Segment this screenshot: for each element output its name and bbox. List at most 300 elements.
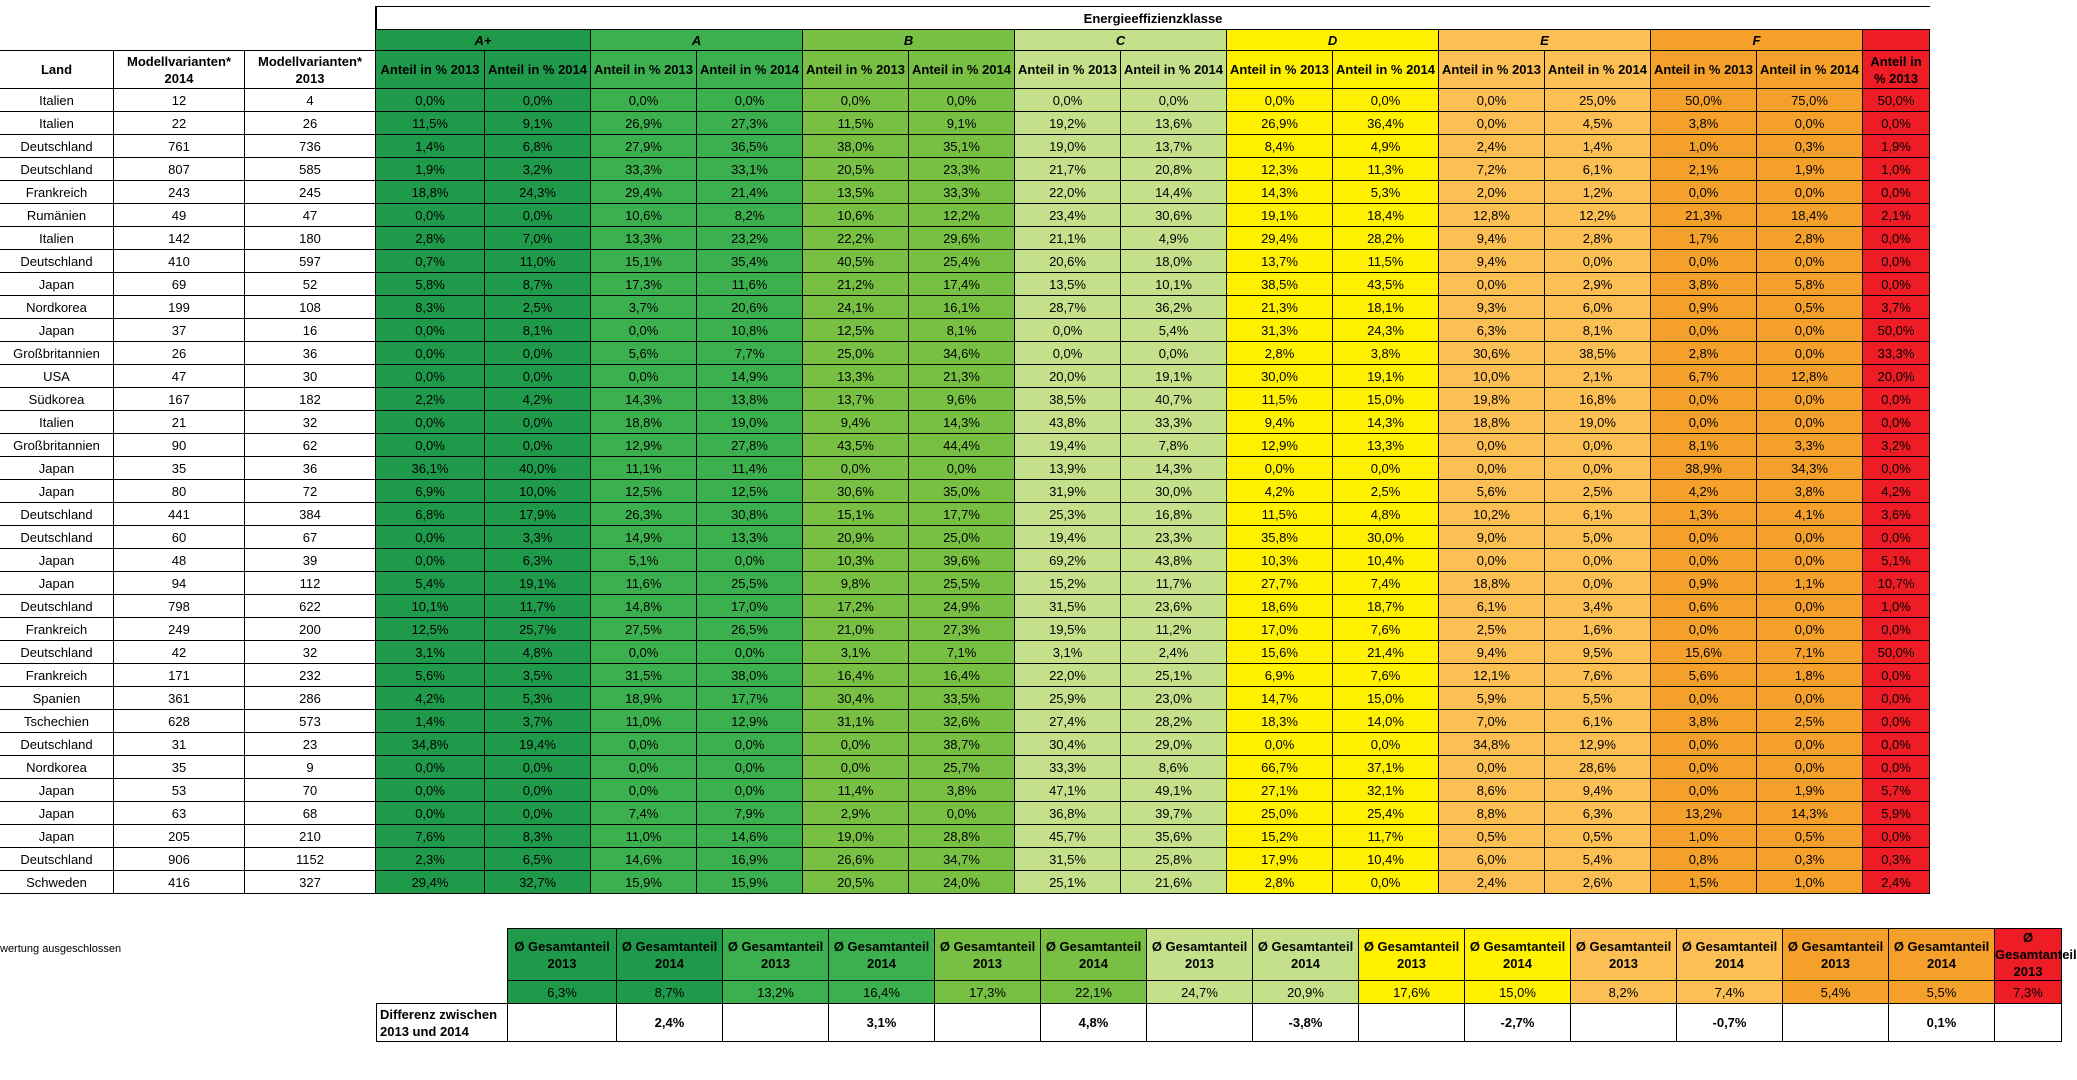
g-2013-cell: 0,0%: [1863, 526, 1930, 549]
d-2013-cell: 14,7%: [1227, 687, 1333, 710]
e-2014-cell: 7,6%: [1545, 664, 1651, 687]
e-2013-cell: 0,0%: [1439, 434, 1545, 457]
mv2013-cell: 36: [245, 457, 376, 480]
e-2014-cell: 19,0%: [1545, 411, 1651, 434]
g-2013-cell: 0,0%: [1863, 825, 1930, 848]
b-2013-cell: 31,1%: [803, 710, 909, 733]
d-2014-cell: 10,4%: [1333, 848, 1439, 871]
table-row: [0, 756, 1930, 779]
c-2014-cell: 43,8%: [1121, 549, 1227, 572]
c-2013-cell: 15,2%: [1015, 572, 1121, 595]
f-2014-cell: 0,0%: [1757, 112, 1863, 135]
ap-2013-cell: 3,1%: [376, 641, 485, 664]
g-2013-cell: 0,0%: [1863, 411, 1930, 434]
mv2013-cell: 736: [245, 135, 376, 158]
e-2014-cell: 6,3%: [1545, 802, 1651, 825]
a-2013-cell: 29,4%: [591, 181, 697, 204]
b-2014-cell: 33,3%: [909, 181, 1015, 204]
col-header-mv2013: Modellvarianten* 2013: [245, 51, 376, 89]
e-2014-cell: 9,5%: [1545, 641, 1651, 664]
diff-value: [1359, 1004, 1465, 1042]
b-2014-cell: 16,1%: [909, 296, 1015, 319]
d-2013-cell: 26,9%: [1227, 112, 1333, 135]
ap-2013-cell: 5,6%: [376, 664, 485, 687]
c-2013-cell: 0,0%: [1015, 342, 1121, 365]
e-2014-cell: 2,1%: [1545, 365, 1651, 388]
d-2014-cell: 37,1%: [1333, 756, 1439, 779]
mv2013-cell: 16: [245, 319, 376, 342]
g-2013-cell: 0,3%: [1863, 848, 1930, 871]
col-header-a-2013: Anteil in % 2013: [591, 51, 697, 89]
d-2013-cell: 2,8%: [1227, 871, 1333, 894]
b-2013-cell: 0,0%: [803, 457, 909, 480]
c-2013-cell: 36,8%: [1015, 802, 1121, 825]
b-2013-cell: 43,5%: [803, 434, 909, 457]
table-row: [0, 687, 1930, 710]
b-2013-cell: 20,5%: [803, 158, 909, 181]
g-2013-cell: 20,0%: [1863, 365, 1930, 388]
e-2014-cell: 1,6%: [1545, 618, 1651, 641]
ap-2013-cell: 8,3%: [376, 296, 485, 319]
col-header-c-2013: Anteil in % 2013: [1015, 51, 1121, 89]
d-2013-cell: 0,0%: [1227, 89, 1333, 112]
c-2014-cell: 16,8%: [1121, 503, 1227, 526]
f-2013-cell: 3,8%: [1651, 112, 1757, 135]
c-2013-cell: 20,6%: [1015, 250, 1121, 273]
class-e-header: E: [1439, 30, 1651, 51]
land-cell: Deutschland: [0, 135, 114, 158]
col-header-a-2014: Anteil in % 2014: [697, 51, 803, 89]
a-2013-cell: 12,9%: [591, 434, 697, 457]
d-2013-cell: 9,4%: [1227, 411, 1333, 434]
mv2013-cell: 108: [245, 296, 376, 319]
b-2014-cell: 24,9%: [909, 595, 1015, 618]
c-2014-cell: 14,3%: [1121, 457, 1227, 480]
b-2014-cell: 25,4%: [909, 250, 1015, 273]
f-2013-cell: 0,0%: [1651, 181, 1757, 204]
ap-2013-cell: 0,0%: [376, 342, 485, 365]
land-cell: Deutschland: [0, 503, 114, 526]
d-2014-cell: 30,0%: [1333, 526, 1439, 549]
mv2014-cell: 47: [114, 365, 245, 388]
a-2014-cell: 12,9%: [697, 710, 803, 733]
d-2014-cell: 11,3%: [1333, 158, 1439, 181]
e-2013-cell: 2,4%: [1439, 871, 1545, 894]
land-cell: Südkorea: [0, 388, 114, 411]
class-d-header: D: [1227, 30, 1439, 51]
b-2014-cell: 9,6%: [909, 388, 1015, 411]
summary-header: Ø Gesamtanteil 2013: [723, 929, 829, 981]
e-2013-cell: 12,8%: [1439, 204, 1545, 227]
mv2013-cell: 70: [245, 779, 376, 802]
ap-2013-cell: 2,2%: [376, 388, 485, 411]
g-2013-cell: 3,6%: [1863, 503, 1930, 526]
e-2014-cell: 1,2%: [1545, 181, 1651, 204]
d-2014-cell: 36,4%: [1333, 112, 1439, 135]
ap-2014-cell: 8,3%: [485, 825, 591, 848]
mv2013-cell: 180: [245, 227, 376, 250]
table-row: [0, 641, 1930, 664]
d-2013-cell: 10,3%: [1227, 549, 1333, 572]
f-2013-cell: 1,3%: [1651, 503, 1757, 526]
land-cell: Deutschland: [0, 250, 114, 273]
land-cell: Deutschland: [0, 526, 114, 549]
table-row: [0, 595, 1930, 618]
e-2014-cell: 5,5%: [1545, 687, 1651, 710]
mv2014-cell: 60: [114, 526, 245, 549]
table-row: [0, 112, 1930, 135]
mv2013-cell: 39: [245, 549, 376, 572]
summary-value: 22,1%: [1041, 981, 1147, 1004]
summary-header: Ø Gesamtanteil 2013: [1359, 929, 1465, 981]
mv2014-cell: 142: [114, 227, 245, 250]
mv2013-cell: 1152: [245, 848, 376, 871]
mv2014-cell: 22: [114, 112, 245, 135]
ap-2013-cell: 0,0%: [376, 434, 485, 457]
g-2013-cell: 0,0%: [1863, 457, 1930, 480]
e-2013-cell: 7,2%: [1439, 158, 1545, 181]
d-2014-cell: 14,0%: [1333, 710, 1439, 733]
a-2014-cell: 30,8%: [697, 503, 803, 526]
land-cell: Deutschland: [0, 848, 114, 871]
a-2013-cell: 0,0%: [591, 365, 697, 388]
ap-2013-cell: 29,4%: [376, 871, 485, 894]
d-2013-cell: 29,4%: [1227, 227, 1333, 250]
mv2014-cell: 199: [114, 296, 245, 319]
ap-2014-cell: 6,8%: [485, 135, 591, 158]
d-2013-cell: 11,5%: [1227, 503, 1333, 526]
f-2014-cell: 0,0%: [1757, 319, 1863, 342]
e-2013-cell: 12,1%: [1439, 664, 1545, 687]
ap-2014-cell: 3,7%: [485, 710, 591, 733]
a-2014-cell: 0,0%: [697, 549, 803, 572]
e-2013-cell: 6,1%: [1439, 595, 1545, 618]
mv2013-cell: 72: [245, 480, 376, 503]
c-2013-cell: 3,1%: [1015, 641, 1121, 664]
a-2014-cell: 13,8%: [697, 388, 803, 411]
f-2014-cell: 3,3%: [1757, 434, 1863, 457]
d-2014-cell: 15,0%: [1333, 687, 1439, 710]
summary-value: 6,3%: [508, 981, 617, 1004]
b-2013-cell: 0,0%: [803, 733, 909, 756]
mv2013-cell: 47: [245, 204, 376, 227]
b-2013-cell: 16,4%: [803, 664, 909, 687]
mv2013-cell: 573: [245, 710, 376, 733]
summary-header: Ø Gesamtanteil 2014: [1253, 929, 1359, 981]
c-2014-cell: 20,8%: [1121, 158, 1227, 181]
c-2014-cell: 39,7%: [1121, 802, 1227, 825]
a-2013-cell: 18,8%: [591, 411, 697, 434]
b-2014-cell: 14,3%: [909, 411, 1015, 434]
d-2014-cell: 18,7%: [1333, 595, 1439, 618]
g-2013-cell: 0,0%: [1863, 710, 1930, 733]
f-2014-cell: 0,0%: [1757, 756, 1863, 779]
a-2014-cell: 13,3%: [697, 526, 803, 549]
c-2013-cell: 69,2%: [1015, 549, 1121, 572]
land-cell: Japan: [0, 273, 114, 296]
c-2014-cell: 23,3%: [1121, 526, 1227, 549]
c-2013-cell: 23,4%: [1015, 204, 1121, 227]
col-header-ap-2013: Anteil in % 2013: [376, 51, 485, 89]
mv2013-cell: 210: [245, 825, 376, 848]
e-2013-cell: 10,0%: [1439, 365, 1545, 388]
d-2014-cell: 7,6%: [1333, 664, 1439, 687]
f-2014-cell: 0,0%: [1757, 733, 1863, 756]
b-2013-cell: 22,2%: [803, 227, 909, 250]
e-2014-cell: 38,5%: [1545, 342, 1651, 365]
a-2014-cell: 16,9%: [697, 848, 803, 871]
ap-2013-cell: 0,0%: [376, 756, 485, 779]
c-2013-cell: 19,0%: [1015, 135, 1121, 158]
col-header-g-2013: Anteil in % 2013: [1863, 51, 1930, 89]
col-header-f-2013: Anteil in % 2013: [1651, 51, 1757, 89]
a-2014-cell: 7,7%: [697, 342, 803, 365]
d-2013-cell: 21,3%: [1227, 296, 1333, 319]
ap-2014-cell: 4,8%: [485, 641, 591, 664]
land-cell: Nordkorea: [0, 296, 114, 319]
a-2014-cell: 8,2%: [697, 204, 803, 227]
land-cell: Japan: [0, 319, 114, 342]
ap-2014-cell: 4,2%: [485, 388, 591, 411]
e-2014-cell: 0,0%: [1545, 250, 1651, 273]
table-row: [0, 526, 1930, 549]
d-2014-cell: 24,3%: [1333, 319, 1439, 342]
d-2014-cell: 0,0%: [1333, 89, 1439, 112]
land-cell: Italien: [0, 227, 114, 250]
d-2014-cell: 5,3%: [1333, 181, 1439, 204]
d-2013-cell: 35,8%: [1227, 526, 1333, 549]
d-2013-cell: 0,0%: [1227, 457, 1333, 480]
mv2013-cell: 52: [245, 273, 376, 296]
f-2014-cell: 34,3%: [1757, 457, 1863, 480]
land-cell: Japan: [0, 825, 114, 848]
ap-2013-cell: 7,6%: [376, 825, 485, 848]
ap-2013-cell: 12,5%: [376, 618, 485, 641]
d-2014-cell: 13,3%: [1333, 434, 1439, 457]
f-2014-cell: 1,9%: [1757, 158, 1863, 181]
b-2013-cell: 30,4%: [803, 687, 909, 710]
land-cell: Deutschland: [0, 733, 114, 756]
e-2013-cell: 9,3%: [1439, 296, 1545, 319]
mv2013-cell: 36: [245, 342, 376, 365]
col-header-d-2014: Anteil in % 2014: [1333, 51, 1439, 89]
a-2013-cell: 11,6%: [591, 572, 697, 595]
e-2014-cell: 28,6%: [1545, 756, 1651, 779]
c-2014-cell: 33,3%: [1121, 411, 1227, 434]
e-2013-cell: 18,8%: [1439, 572, 1545, 595]
g-2013-cell: 0,0%: [1863, 227, 1930, 250]
f-2013-cell: 0,0%: [1651, 526, 1757, 549]
g-2013-cell: 0,0%: [1863, 618, 1930, 641]
d-2014-cell: 15,0%: [1333, 388, 1439, 411]
f-2013-cell: 0,0%: [1651, 549, 1757, 572]
f-2014-cell: 0,0%: [1757, 618, 1863, 641]
mv2013-cell: 9: [245, 756, 376, 779]
d-2014-cell: 25,4%: [1333, 802, 1439, 825]
c-2014-cell: 23,6%: [1121, 595, 1227, 618]
b-2014-cell: 34,6%: [909, 342, 1015, 365]
e-2013-cell: 10,2%: [1439, 503, 1545, 526]
e-2014-cell: 12,9%: [1545, 733, 1651, 756]
e-2014-cell: 2,6%: [1545, 871, 1651, 894]
summary-value: 8,7%: [617, 981, 723, 1004]
b-2014-cell: 33,5%: [909, 687, 1015, 710]
ap-2014-cell: 0,0%: [485, 411, 591, 434]
ap-2013-cell: 0,0%: [376, 204, 485, 227]
d-2013-cell: 31,3%: [1227, 319, 1333, 342]
c-2013-cell: 27,4%: [1015, 710, 1121, 733]
mv2014-cell: 798: [114, 595, 245, 618]
b-2013-cell: 19,0%: [803, 825, 909, 848]
table-row: [0, 710, 1930, 733]
f-2013-cell: 4,2%: [1651, 480, 1757, 503]
b-2014-cell: 21,3%: [909, 365, 1015, 388]
diff-value: 4,8%: [1041, 1004, 1147, 1042]
e-2014-cell: 4,5%: [1545, 112, 1651, 135]
f-2013-cell: 13,2%: [1651, 802, 1757, 825]
ap-2013-cell: 0,7%: [376, 250, 485, 273]
table-row: [0, 296, 1930, 319]
d-2014-cell: 2,5%: [1333, 480, 1439, 503]
a-2013-cell: 15,9%: [591, 871, 697, 894]
e-2014-cell: 12,2%: [1545, 204, 1651, 227]
d-2014-cell: 19,1%: [1333, 365, 1439, 388]
summary-header: Ø Gesamtanteil 2014: [1465, 929, 1571, 981]
a-2013-cell: 27,5%: [591, 618, 697, 641]
ap-2014-cell: 0,0%: [485, 779, 591, 802]
f-2014-cell: 0,5%: [1757, 825, 1863, 848]
mv2014-cell: 49: [114, 204, 245, 227]
ap-2013-cell: 0,0%: [376, 802, 485, 825]
f-2014-cell: 0,0%: [1757, 411, 1863, 434]
land-cell: Japan: [0, 802, 114, 825]
c-2014-cell: 10,1%: [1121, 273, 1227, 296]
ap-2013-cell: 0,0%: [376, 89, 485, 112]
b-2014-cell: 24,0%: [909, 871, 1015, 894]
e-2013-cell: 9,4%: [1439, 250, 1545, 273]
ap-2013-cell: 6,8%: [376, 503, 485, 526]
e-2014-cell: 16,8%: [1545, 388, 1651, 411]
class-f-header: F: [1651, 30, 1863, 51]
e-2014-cell: 0,5%: [1545, 825, 1651, 848]
d-2014-cell: 3,8%: [1333, 342, 1439, 365]
ap-2014-cell: 3,2%: [485, 158, 591, 181]
c-2014-cell: 36,2%: [1121, 296, 1227, 319]
ap-2014-cell: 11,0%: [485, 250, 591, 273]
ap-2014-cell: 8,7%: [485, 273, 591, 296]
e-2014-cell: 3,4%: [1545, 595, 1651, 618]
a-2013-cell: 7,4%: [591, 802, 697, 825]
ap-2013-cell: 0,0%: [376, 526, 485, 549]
c-2014-cell: 2,4%: [1121, 641, 1227, 664]
b-2013-cell: 24,1%: [803, 296, 909, 319]
d-2014-cell: 18,1%: [1333, 296, 1439, 319]
e-2013-cell: 7,0%: [1439, 710, 1545, 733]
b-2014-cell: 7,1%: [909, 641, 1015, 664]
e-2013-cell: 6,3%: [1439, 319, 1545, 342]
d-2014-cell: 18,4%: [1333, 204, 1439, 227]
f-2014-cell: 5,8%: [1757, 273, 1863, 296]
mv2013-cell: 32: [245, 641, 376, 664]
diff-value: -0,7%: [1677, 1004, 1783, 1042]
b-2013-cell: 40,5%: [803, 250, 909, 273]
c-2013-cell: 20,0%: [1015, 365, 1121, 388]
f-2014-cell: 0,0%: [1757, 181, 1863, 204]
b-2013-cell: 38,0%: [803, 135, 909, 158]
land-cell: Frankreich: [0, 618, 114, 641]
e-2013-cell: 9,0%: [1439, 526, 1545, 549]
b-2014-cell: 8,1%: [909, 319, 1015, 342]
mv2014-cell: 243: [114, 181, 245, 204]
col-header-e-2013: Anteil in % 2013: [1439, 51, 1545, 89]
table-row: [0, 779, 1930, 802]
f-2014-cell: 14,3%: [1757, 802, 1863, 825]
c-2014-cell: 7,8%: [1121, 434, 1227, 457]
summary-header: Ø Gesamtanteil 2013: [1147, 929, 1253, 981]
a-2013-cell: 11,1%: [591, 457, 697, 480]
mv2014-cell: 80: [114, 480, 245, 503]
mv2013-cell: 112: [245, 572, 376, 595]
e-2013-cell: 30,6%: [1439, 342, 1545, 365]
a-2013-cell: 14,6%: [591, 848, 697, 871]
mv2014-cell: 63: [114, 802, 245, 825]
f-2013-cell: 0,9%: [1651, 572, 1757, 595]
g-2013-cell: 5,1%: [1863, 549, 1930, 572]
ap-2014-cell: 19,4%: [485, 733, 591, 756]
b-2014-cell: 28,8%: [909, 825, 1015, 848]
class-a-header: A: [591, 30, 803, 51]
a-2013-cell: 26,9%: [591, 112, 697, 135]
e-2013-cell: 9,4%: [1439, 641, 1545, 664]
ap-2013-cell: 0,0%: [376, 365, 485, 388]
footnote: wertung ausgeschlossen: [0, 943, 122, 955]
a-2013-cell: 0,0%: [591, 756, 697, 779]
g-2013-cell: 50,0%: [1863, 641, 1930, 664]
d-2013-cell: 15,2%: [1227, 825, 1333, 848]
f-2014-cell: 1,9%: [1757, 779, 1863, 802]
summary-header: Ø Gesamtanteil 2014: [1889, 929, 1995, 981]
b-2013-cell: 11,4%: [803, 779, 909, 802]
e-2014-cell: 25,0%: [1545, 89, 1651, 112]
e-2013-cell: 0,0%: [1439, 549, 1545, 572]
land-cell: Japan: [0, 779, 114, 802]
summary-blank: [377, 929, 508, 981]
g-2013-cell: 0,0%: [1863, 687, 1930, 710]
diff-value: [508, 1004, 617, 1042]
e-2013-cell: 0,0%: [1439, 457, 1545, 480]
summary-header: Ø Gesamtanteil 2014: [829, 929, 935, 981]
b-2013-cell: 9,8%: [803, 572, 909, 595]
b-2014-cell: 44,4%: [909, 434, 1015, 457]
ap-2014-cell: 0,0%: [485, 204, 591, 227]
e-2014-cell: 2,8%: [1545, 227, 1651, 250]
ap-2014-cell: 32,7%: [485, 871, 591, 894]
b-2014-cell: 25,7%: [909, 756, 1015, 779]
b-2013-cell: 11,5%: [803, 112, 909, 135]
f-2014-cell: 0,0%: [1757, 388, 1863, 411]
mv2013-cell: 68: [245, 802, 376, 825]
mv2014-cell: 167: [114, 388, 245, 411]
c-2013-cell: 0,0%: [1015, 89, 1121, 112]
mv2014-cell: 416: [114, 871, 245, 894]
land-cell: Italien: [0, 112, 114, 135]
c-2014-cell: 25,1%: [1121, 664, 1227, 687]
table-row: [0, 434, 1930, 457]
d-2014-cell: 0,0%: [1333, 871, 1439, 894]
e-2014-cell: 5,4%: [1545, 848, 1651, 871]
e-2014-cell: 1,4%: [1545, 135, 1651, 158]
summary-value: 5,4%: [1783, 981, 1889, 1004]
